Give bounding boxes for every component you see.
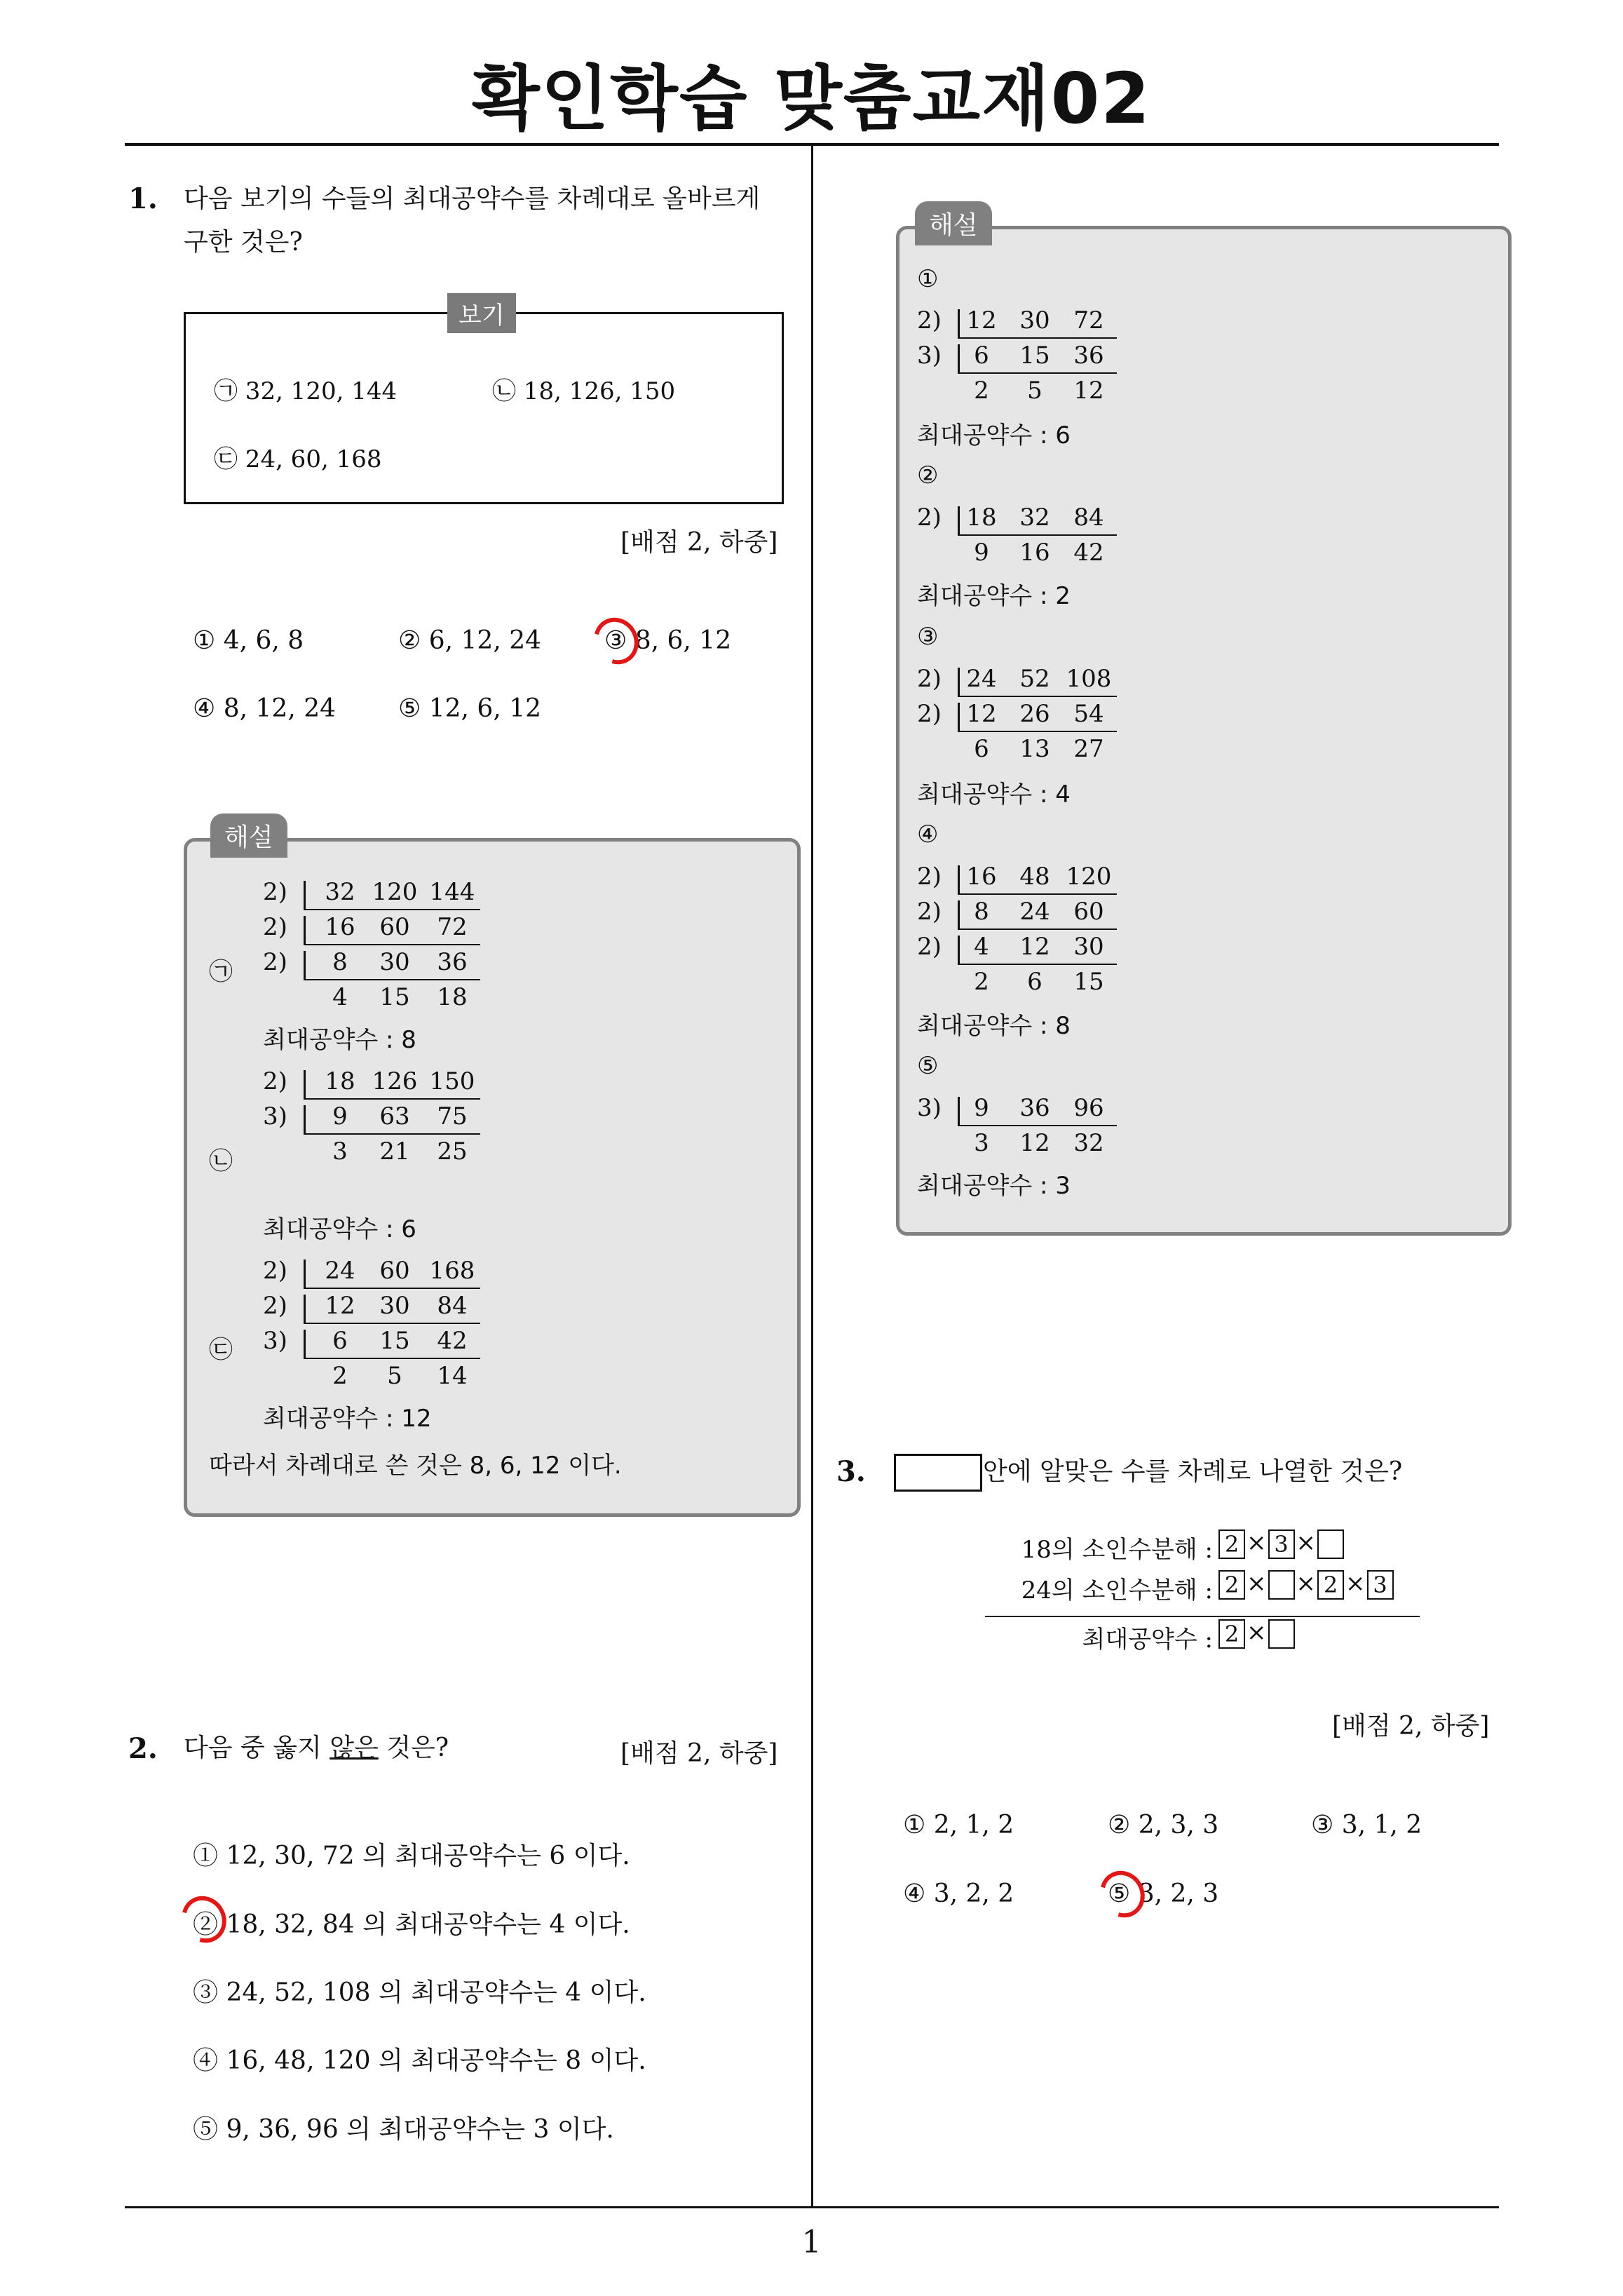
sol1-a-cell: 120 <box>372 878 418 906</box>
q2-option-1[interactable]: ① 12, 30, 72 의 최대공약수는 6 이다. <box>193 1842 630 1870</box>
q3-option-2[interactable]: ② 2, 3, 3 <box>1108 1811 1219 1839</box>
sol1-a-cell: 36 <box>437 948 468 976</box>
q1-option-5[interactable]: ⑤ 12, 6, 12 <box>398 694 542 723</box>
sol1-c-cell: 30 <box>379 1292 410 1320</box>
factor-box: 2 <box>1317 1570 1344 1600</box>
sol2-s1-label: ① <box>917 265 939 293</box>
sol2-s3-divisor: 2) <box>917 665 942 693</box>
sol1-b-cell: 126 <box>372 1067 418 1095</box>
bottom-rule <box>125 2206 1499 2208</box>
q3-row1-boxes <box>1218 1529 1344 1559</box>
sol1-b-underline <box>304 1133 480 1135</box>
sol1-b-cell: 150 <box>429 1067 475 1095</box>
sol2-s3-cell: 13 <box>1019 735 1050 763</box>
blank-answer-box[interactable] <box>1268 1570 1295 1600</box>
sol1-c-cell: 5 <box>387 1362 402 1390</box>
sol1-b-label: ㉡ <box>209 1147 233 1175</box>
sol1-a-underline <box>304 909 480 910</box>
sol2-s3-cell: 6 <box>974 735 989 763</box>
q1-solution-tag: 해설 <box>210 813 287 858</box>
sol1-c-cell: 24 <box>325 1257 355 1285</box>
sol2-s4-gcd: 최대공약수 : 8 <box>917 1012 1071 1040</box>
q2-number: 2. <box>128 1732 158 1765</box>
sol2-s2-cell: 9 <box>974 539 989 567</box>
sol1-a-bracket <box>304 881 306 909</box>
q2-score: [배점 2, 하중] <box>620 1739 778 1768</box>
q3-text: 안에 알맞은 수를 차례로 나열한 것은? <box>983 1457 1403 1486</box>
q2-option-4[interactable]: ④ 16, 48, 120 의 최대공약수는 8 이다. <box>193 2046 646 2075</box>
sol2-s5-cell: 32 <box>1073 1129 1104 1157</box>
sol2-s1-underline <box>958 337 1117 339</box>
sol1-c-gcd: 최대공약수 : 12 <box>263 1405 432 1433</box>
blank-answer-box[interactable] <box>1268 1619 1295 1649</box>
sol2-s1-divisor: 3) <box>917 342 942 370</box>
page-number: 1 <box>801 2224 822 2260</box>
sol1-c-divisor: 3) <box>263 1327 287 1355</box>
q1-bogi-box <box>184 312 784 504</box>
sol1-b-cell: 63 <box>379 1102 410 1130</box>
sol1-c-underline <box>304 1288 480 1289</box>
sol1-a-cell: 4 <box>332 983 348 1011</box>
sol1-c-bracket <box>304 1330 306 1358</box>
sol1-a-label: ㉠ <box>209 958 233 986</box>
sol2-s5-cell: 36 <box>1019 1094 1050 1122</box>
factor-box: 2 <box>1218 1529 1245 1559</box>
factor-box: 3 <box>1367 1570 1394 1600</box>
sol2-s2-cell: 42 <box>1073 539 1104 567</box>
q1-text <box>184 177 808 264</box>
q3-score: [배점 2, 하중] <box>1332 1712 1490 1741</box>
sol2-s4-cell: 30 <box>1073 933 1104 961</box>
sol1-b-cell: 75 <box>437 1102 468 1130</box>
sol1-a-bracket <box>304 916 306 944</box>
sol2-s2-cell: 18 <box>966 504 997 532</box>
sol1-c-bracket <box>304 1260 306 1288</box>
q3-row3-boxes <box>1218 1619 1295 1649</box>
q1-text-line1: 다음 보기의 수들의 최대공약수를 차례대로 올바르게 <box>184 184 761 213</box>
sol1-c-divisor: 2) <box>263 1292 287 1320</box>
sol1-a-divisor: 2) <box>263 948 287 976</box>
sol2-s2-cell: 16 <box>1019 539 1050 567</box>
sol1-a-cell: 16 <box>325 913 355 941</box>
sol2-s4-cell: 24 <box>1019 898 1050 926</box>
sol2-s4-cell: 16 <box>966 863 997 891</box>
sol2-s2-label: ② <box>917 461 939 489</box>
sol2-s1-cell: 6 <box>974 342 989 370</box>
q1-bogi-label: 보기 <box>447 293 516 333</box>
q3-row2-label: 24의 소인수분해 : <box>1021 1576 1213 1605</box>
sol1-c-cell: 168 <box>429 1257 475 1285</box>
sol2-s4-cell: 12 <box>1019 933 1050 961</box>
sol2-s1-cell: 5 <box>1027 377 1043 405</box>
q3-option-1[interactable]: ① 2, 1, 2 <box>903 1811 1014 1839</box>
sol1-a-gcd: 최대공약수 : 8 <box>263 1026 416 1054</box>
sol1-b-cell: 3 <box>332 1137 348 1166</box>
sol2-s5-cell: 96 <box>1073 1094 1104 1122</box>
sol2-s3-divisor: 2) <box>917 700 942 728</box>
sol1-c-underline <box>304 1358 480 1359</box>
sol2-s1-cell: 30 <box>1019 306 1050 335</box>
sol2-s4-underline <box>958 893 1117 895</box>
q3-option-4[interactable]: ④ 3, 2, 2 <box>903 1879 1014 1908</box>
sol2-s4-cell: 6 <box>1027 968 1043 996</box>
sol1-a-cell: 32 <box>325 878 355 906</box>
q2-option-3[interactable]: ③ 24, 52, 108 의 최대공약수는 4 이다. <box>193 1978 646 2007</box>
sol1-b-bracket <box>304 1070 306 1098</box>
q1-option-3[interactable]: ③ 8, 6, 12 <box>604 626 732 655</box>
sol2-s5-cell: 9 <box>974 1094 989 1122</box>
sol2-s3-cell: 26 <box>1019 700 1050 728</box>
sol2-s1-cell: 12 <box>966 306 997 335</box>
sol2-s4-label: ④ <box>917 821 939 849</box>
sol1-c-cell: 42 <box>437 1327 468 1355</box>
sol2-s4-cell: 4 <box>974 933 989 961</box>
sol1-a-cell: 144 <box>429 878 475 906</box>
q2-option-5[interactable]: ⑤ 9, 36, 96 의 최대공약수는 3 이다. <box>193 2115 614 2144</box>
sol2-s1-cell: 36 <box>1073 342 1104 370</box>
q3-row1-label: 18의 소인수분해 : <box>1021 1536 1213 1564</box>
sol1-b-cell: 21 <box>379 1137 410 1166</box>
q1-option-4[interactable]: ④ 8, 12, 24 <box>193 694 337 723</box>
sol1-a-cell: 18 <box>437 983 468 1011</box>
q1-bogi-item-b: ㉡ 18, 126, 150 <box>492 377 676 405</box>
sol2-s3-gcd: 최대공약수 : 4 <box>917 781 1071 809</box>
sol1-a-divisor: 2) <box>263 878 287 906</box>
sol1-b-cell: 9 <box>332 1102 348 1130</box>
factor-box: 3 <box>1268 1529 1295 1559</box>
q2-text-post: 것은? <box>378 1734 449 1762</box>
sol2-s4-cell: 2 <box>974 968 989 996</box>
sol2-s3-cell: 12 <box>966 700 997 728</box>
q1-option-1[interactable]: ① 4, 6, 8 <box>193 626 304 655</box>
sol2-s4-cell: 8 <box>974 898 989 926</box>
sol2-s5-label: ⑤ <box>917 1052 939 1080</box>
times-sign: × <box>1296 1529 1316 1557</box>
q2-option-2[interactable]: ② 18, 32, 84 의 최대공약수는 4 이다. <box>193 1910 630 1939</box>
times-sign: × <box>1296 1569 1316 1598</box>
sol2-s2-cell: 32 <box>1019 504 1050 532</box>
sol2-s3-underline <box>958 731 1117 732</box>
sol2-s5-divisor: 3) <box>917 1094 942 1122</box>
sol2-s1-gcd: 최대공약수 : 6 <box>917 421 1071 450</box>
sol2-s2-cell: 84 <box>1073 504 1104 532</box>
q1-number: 1. <box>128 182 158 215</box>
sol1-a-bracket <box>304 951 306 979</box>
q3-answer-circle-mark <box>1092 1863 1153 1926</box>
sol2-s1-cell: 15 <box>1019 342 1050 370</box>
sol1-a-cell: 8 <box>332 948 348 976</box>
sol1-c-cell: 84 <box>437 1292 468 1320</box>
q1-bogi-item-a: ㉠ 32, 120, 144 <box>214 377 398 405</box>
sol1-c-cell: 14 <box>437 1362 468 1390</box>
q2-text-underline: 않은 <box>330 1734 379 1762</box>
q1-option-2[interactable]: ② 6, 12, 24 <box>398 626 542 655</box>
q3-option-3[interactable]: ③ 3, 1, 2 <box>1311 1811 1422 1839</box>
sol2-s2-divisor: 2) <box>917 504 942 532</box>
sol2-s3-underline <box>958 696 1117 697</box>
sol1-c-bracket <box>304 1295 306 1323</box>
sol2-s1-divisor: 2) <box>917 306 942 335</box>
q3-number: 3. <box>836 1455 866 1488</box>
sol1-b-cell: 25 <box>437 1137 468 1166</box>
q3-option-5[interactable]: ⑤ 3, 2, 3 <box>1108 1879 1219 1908</box>
q3-row2-boxes <box>1218 1569 1394 1600</box>
blank-answer-box[interactable] <box>1317 1529 1344 1559</box>
sol2-s2-gcd: 최대공약수 : 2 <box>917 582 1071 610</box>
sol2-s3-cell: 52 <box>1019 665 1050 693</box>
times-sign: × <box>1247 1619 1267 1647</box>
sol2-s3-cell: 27 <box>1073 735 1104 763</box>
sol2-s3-cell: 108 <box>1066 665 1112 693</box>
sol1-a-cell: 15 <box>379 983 410 1011</box>
q1-text-line2: 구한 것은? <box>184 228 303 257</box>
column-divider <box>811 144 813 2208</box>
sol2-s3-cell: 54 <box>1073 700 1104 728</box>
q1-bogi-item-c: ㉢ 24, 60, 168 <box>214 445 382 473</box>
sol1-a-cell: 60 <box>379 913 410 941</box>
times-sign: × <box>1345 1569 1366 1598</box>
sol2-s5-cell: 3 <box>974 1129 989 1157</box>
sol1-a-underline <box>304 979 480 980</box>
times-sign: × <box>1247 1529 1267 1557</box>
sol1-conclusion: 따라서 차례대로 쓴 것은 8, 6, 12 이다. <box>209 1452 622 1480</box>
page-title: 확인학습 맞춤교재02 <box>472 58 1151 140</box>
sol2-s4-underline <box>958 964 1117 965</box>
sol1-c-cell: 2 <box>332 1362 348 1390</box>
sol2-s1-cell: 72 <box>1073 306 1104 335</box>
sol1-b-underline <box>304 1098 480 1100</box>
q1-score: [배점 2, 하중] <box>620 528 778 557</box>
sol2-s4-divisor: 2) <box>917 933 942 961</box>
sol1-b-cell: 18 <box>325 1067 355 1095</box>
sol1-a-underline <box>304 944 480 945</box>
times-sign: × <box>1247 1569 1267 1598</box>
sol1-c-cell: 6 <box>332 1327 348 1355</box>
sol1-b-bracket <box>304 1105 306 1133</box>
q2-text <box>184 1727 449 1770</box>
q2-answer-circle-mark <box>173 1888 235 1951</box>
sol1-a-cell: 30 <box>379 948 410 976</box>
sol1-c-cell: 15 <box>379 1327 410 1355</box>
sol2-s5-underline <box>958 1125 1117 1126</box>
q3-blank-box <box>894 1454 982 1492</box>
sol2-s4-cell: 60 <box>1073 898 1104 926</box>
sol2-s1-cell: 2 <box>974 377 989 405</box>
sol2-s4-divisor: 2) <box>917 863 942 891</box>
sol2-s4-cell: 120 <box>1066 863 1112 891</box>
sol1-a-divisor: 2) <box>263 913 287 941</box>
sol1-c-cell: 60 <box>379 1257 410 1285</box>
factor-box: 2 <box>1218 1570 1245 1600</box>
q3-row3-label: 최대공약수 : <box>1082 1626 1213 1654</box>
sol2-s4-divisor: 2) <box>917 898 942 926</box>
sol2-s5-gcd: 최대공약수 : 3 <box>917 1172 1071 1200</box>
sol2-s3-label: ③ <box>917 623 939 651</box>
sol1-c-underline <box>304 1323 480 1324</box>
sol1-b-gcd: 최대공약수 : 6 <box>263 1215 416 1243</box>
q2-text-pre: 다음 중 옳지 <box>184 1734 330 1762</box>
sol2-s3-cell: 24 <box>966 665 997 693</box>
sol2-s4-cell: 48 <box>1019 863 1050 891</box>
sol2-s1-underline <box>958 372 1117 374</box>
sol1-c-divisor: 2) <box>263 1257 287 1285</box>
sol1-b-divisor: 3) <box>263 1102 287 1130</box>
sol2-s5-cell: 12 <box>1019 1129 1050 1157</box>
q1-answer-circle-mark <box>585 609 647 673</box>
sol1-b-divisor: 2) <box>263 1067 287 1095</box>
sol1-c-cell: 12 <box>325 1292 355 1320</box>
sol1-c-label: ㉢ <box>209 1336 233 1364</box>
sol2-s4-underline <box>958 928 1117 930</box>
q3-divider <box>985 1616 1420 1617</box>
sol2-s4-cell: 15 <box>1073 968 1104 996</box>
q2-solution-tag: 해설 <box>915 201 992 245</box>
sol2-s2-underline <box>958 534 1117 536</box>
sol1-a-cell: 72 <box>437 913 468 941</box>
sol2-s1-cell: 12 <box>1073 377 1104 405</box>
factor-box: 2 <box>1218 1619 1245 1649</box>
